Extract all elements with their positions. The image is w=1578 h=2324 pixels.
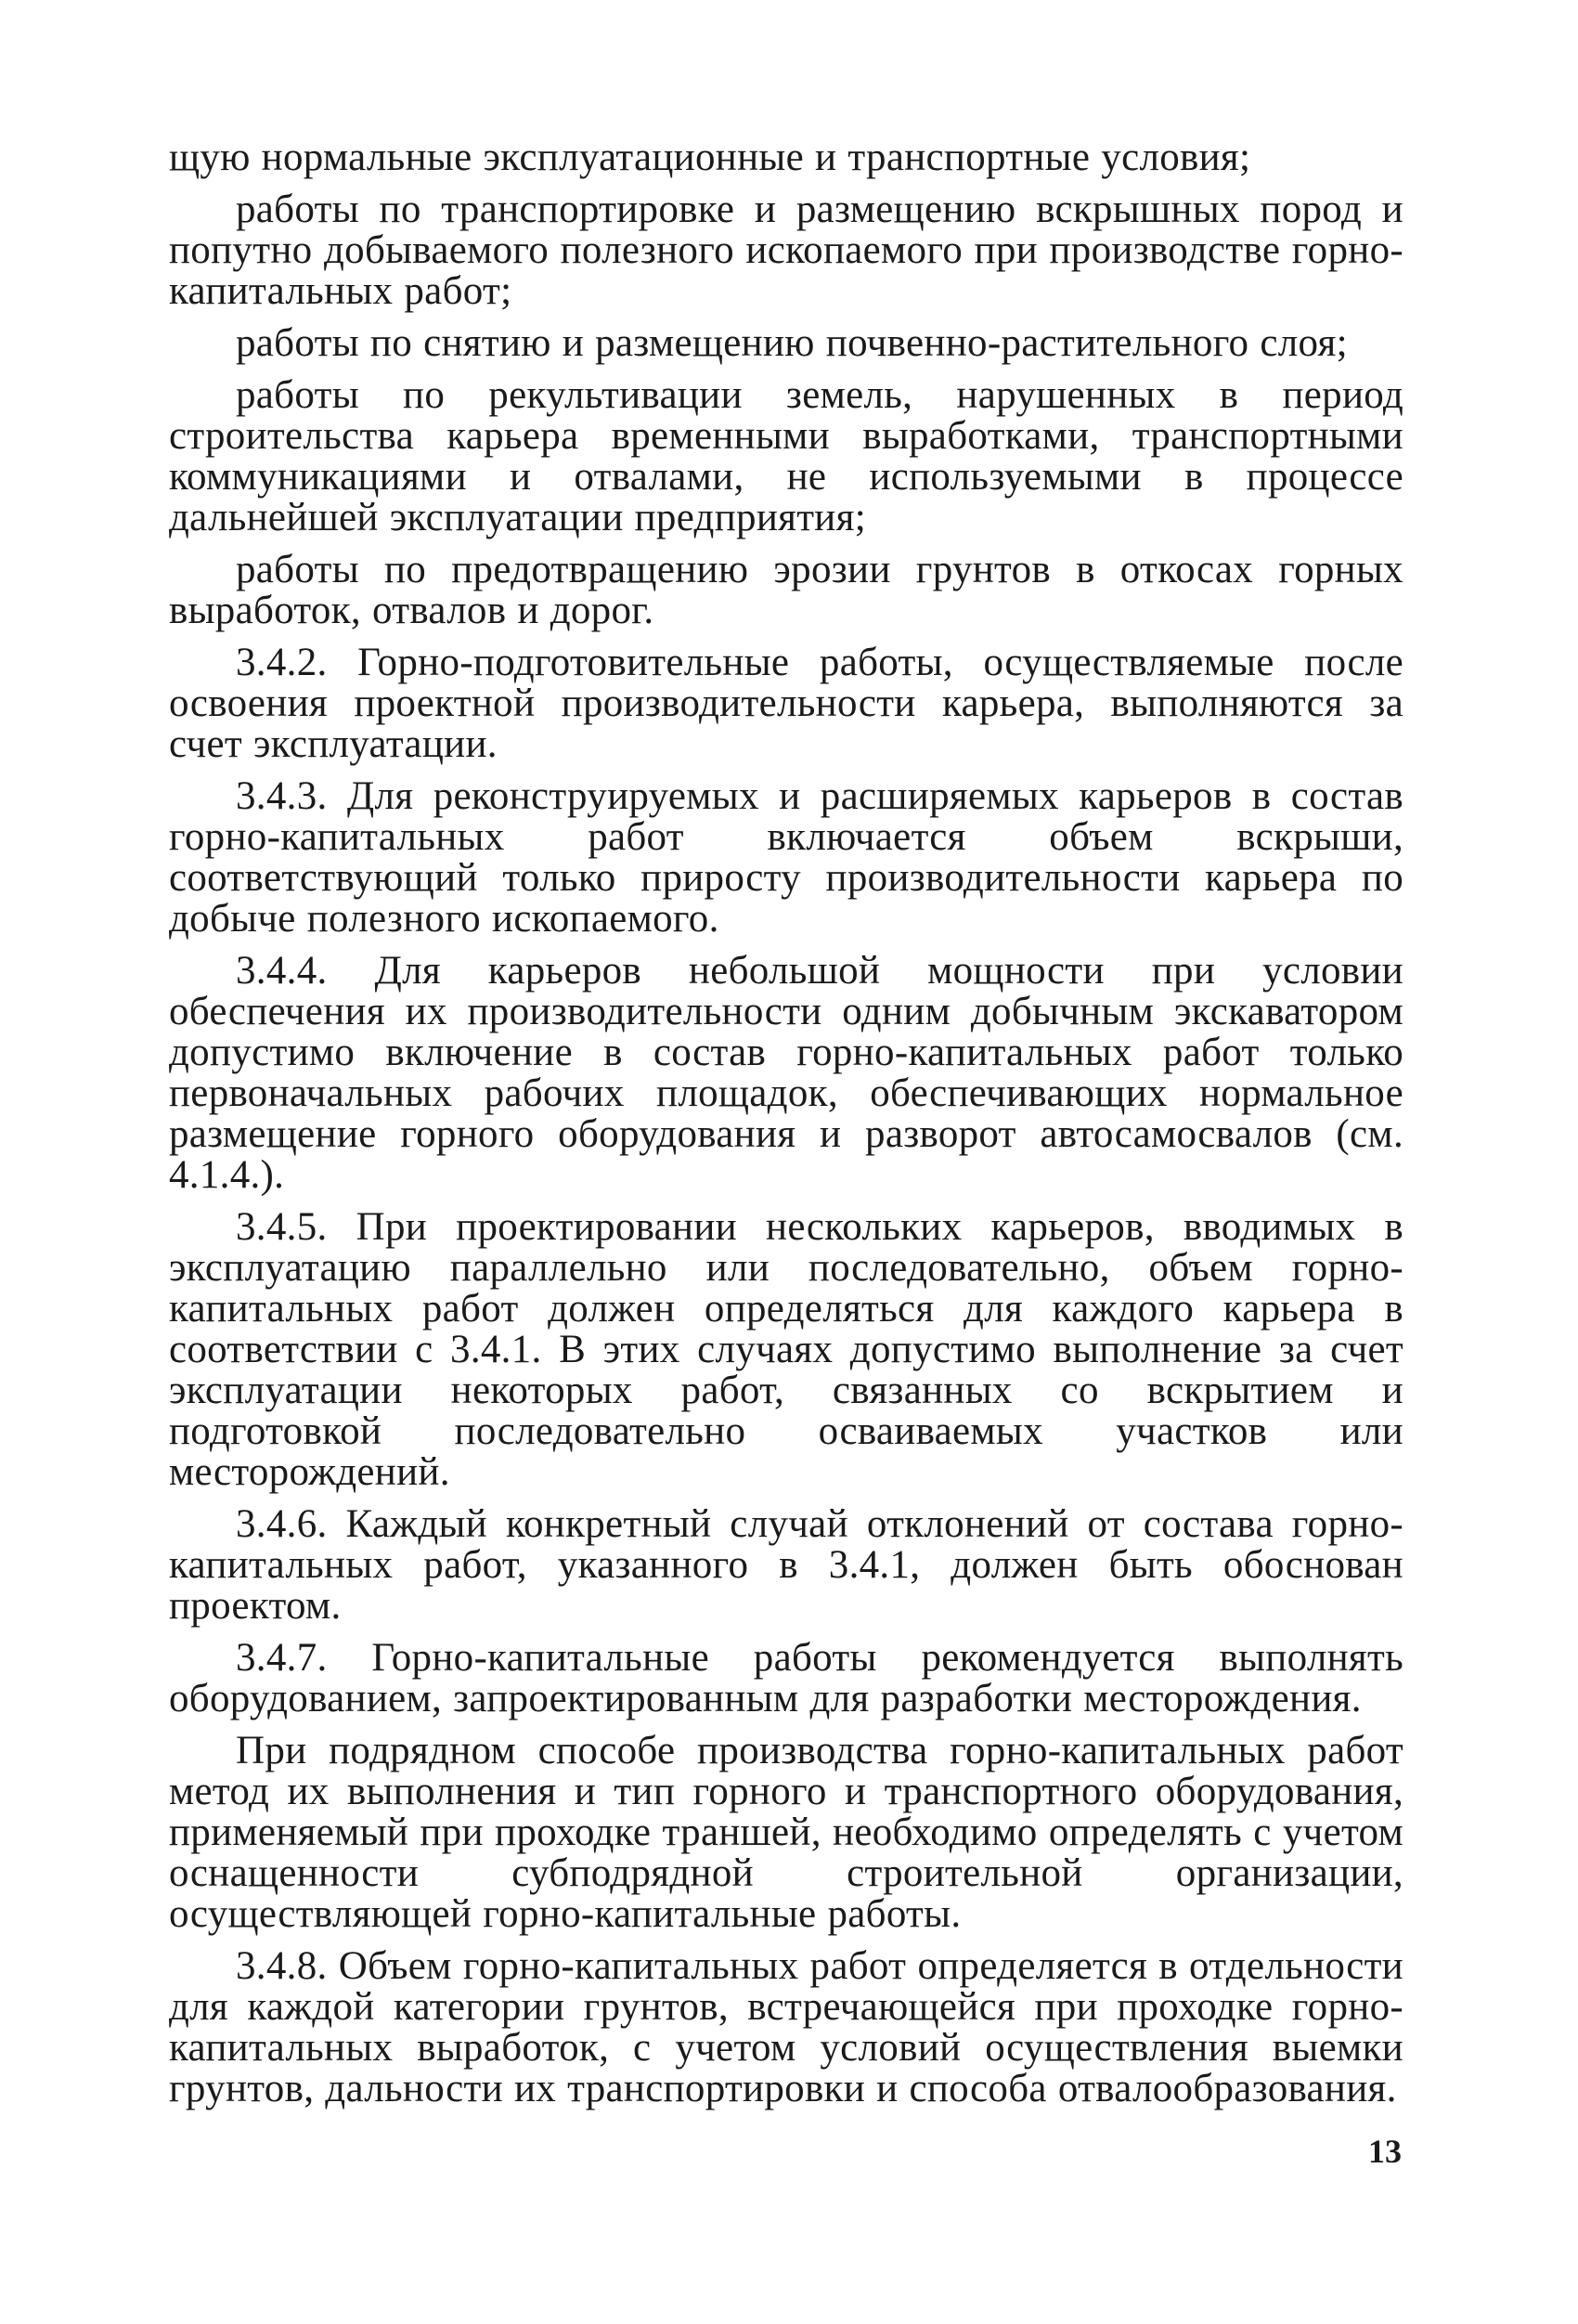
paragraph-erosion-prevention: работы по предотвращению эрозии грунтов в откосах горных выработок, отвалов и дорог. <box>169 548 1403 632</box>
paragraph-3-4-6: 3.4.6. Каждый конкретный случай отклонений от состава горно-капитальных работ, указанного в 3.4.1, должен быть обоснован проектом. <box>169 1502 1403 1628</box>
paragraph-3-4-3: 3.4.3. Для реконструируемых и расширяемых карьеров в состав горно-капитальных работ включается объем вскрыши, соответствующий только приросту производительности карьера по добыче полезного ископаемого. <box>169 774 1403 941</box>
paragraph-continuation: щую нормальные эксплуатационные и транспортные условия; <box>169 136 1251 179</box>
page-text-body <box>169 137 1403 2121</box>
paragraph-3-4-2: 3.4.2. Горно-подготовительные работы, осуществляемые после освоения проектной производительности карьера, выполняются за счет эксплуатации. <box>169 641 1403 766</box>
page-number: 13 <box>1368 2133 1402 2170</box>
paragraph-soil-removal: работы по снятию и размещению почвенно-растительного слоя; <box>236 321 1348 365</box>
paragraph-3-4-8: 3.4.8. Объем горно-капитальных работ определяется в отдельности для каждой категории грунтов, встречающейся при проходке горно-капитальных выработок, с учетом условий осуществления выемки грунтов, дальности их транспортировки и способа отвалообразования. <box>169 1944 1403 2110</box>
paragraph-3-4-5: 3.4.5. При проектировании нескольких карьеров, вводимых в эксплуатацию параллельно или последовательно, объем горно-капитальных работ должен определяться для каждого карьера в соответствии с 3.4.1. В этих случаях допустимо выполнение за счет эксплуатации некоторых работ, связанных со вскрытием и подготовкой последовательно осваиваемых участков или месторождений. <box>169 1205 1403 1494</box>
paragraph-overburden-transport: работы по транспортировке и размещению вскрышных пород и попутно добываемого полезного ископаемого при производстве горно-капитальных работ; <box>169 188 1403 313</box>
paragraph-contract-method: При подрядном способе производства горно-капитальных работ метод их выполнения и тип горного и транспортного оборудования, применяемый при проходке траншей, необходимо определять с учетом оснащенности субподрядной строительной организации, осуществляющей горно-капитальные работы. <box>169 1729 1403 1936</box>
paragraph-land-reclamation: работы по рекультивации земель, нарушенных в период строительства карьера временными выработками, транспортными коммуникациями и отвалами, не используемыми в процессе дальнейшей эксплуатации предприятия; <box>169 373 1403 539</box>
paragraph-3-4-7: 3.4.7. Горно-капитальные работы рекомендуется выполнять оборудованием, запроектированным для разработки месторождения. <box>169 1636 1403 1720</box>
paragraph-3-4-4: 3.4.4. Для карьеров небольшой мощности при условии обеспечения их производительности одним добычным экскаватором допустимо включение в состав горно-капитальных работ только первоначальных рабочих площадок, обеспечивающих нормальное размещение горного оборудования и разворот автосамосвалов (см. 4.1.4.). <box>169 949 1403 1197</box>
